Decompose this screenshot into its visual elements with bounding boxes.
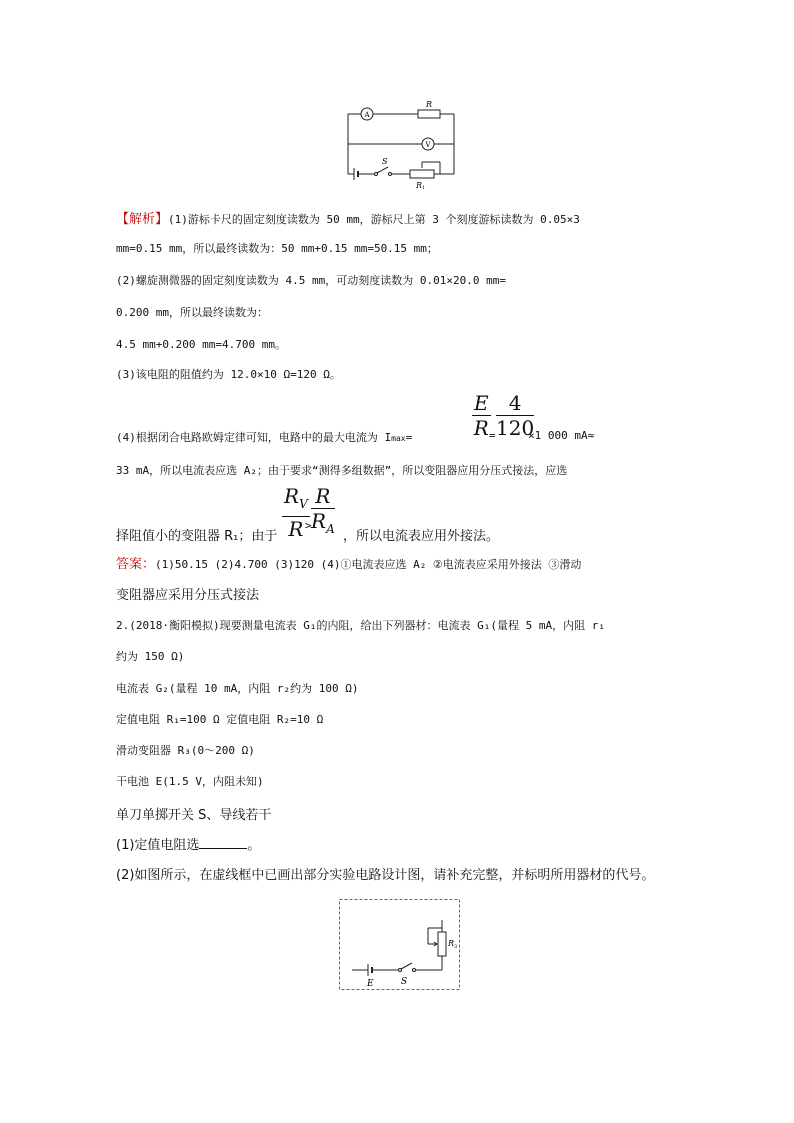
- label-V: V: [425, 141, 431, 149]
- question2-sub-1: (1)定值电阻选 。: [116, 838, 261, 853]
- analysis-line-3: (2)螺旋测微器的固定刻度读数为 4.5 mm，可动刻度读数为 0.01×20.0 mm=: [116, 274, 506, 287]
- answer-line-2: 变阻器应采用分压式接法: [116, 588, 260, 603]
- label-R1: R: [416, 181, 423, 190]
- analysis-line-7: (4)根据闭合电路欧姆定律可知，电路中的最大电流为 Imax=: [116, 431, 413, 444]
- question2-sub-2: (2)如图所示，在虚线框中已画出部分实验电路设计图，请补充完整，并标明所用器材的代号。: [116, 868, 655, 883]
- analysis-line-9-prefix: 择阻值小的变阻器 R₁；由于: [116, 529, 278, 544]
- question2-item-2: 定值电阻 R₁=100 Ω 定值电阻 R₂=10 Ω: [116, 713, 324, 726]
- analysis-line-6: (3)该电阻的阻值约为 12.0×10 Ω=120 Ω。: [116, 368, 341, 381]
- analysis-line-9-suffix: ，所以电流表应用外接法。: [343, 529, 500, 544]
- question2-item-4: 干电池 E(1.5 V，内阻未知): [116, 775, 264, 788]
- fraction-r-over-ra: $\frac{R}{R_A}$: [311, 484, 335, 536]
- analysis-line-4: 0.200 mm，所以最终读数为：: [116, 306, 268, 319]
- label-S: S: [401, 977, 408, 987]
- analysis-line-5: 4.5 mm+0.200 mm=4.700 mm。: [116, 338, 286, 351]
- answer-tag: 答案：: [116, 557, 156, 572]
- eq-sign-2: =: [489, 429, 496, 442]
- circuit-diagram-1: [340, 96, 462, 190]
- analysis-line-2: mm=0.15 mm，所以最终读数为：50 mm+0.15 mm=50.15 mm；: [116, 242, 438, 255]
- fraction-4-over-120: $\frac{4}{120}$: [496, 391, 535, 440]
- label-R3-sub: 3: [454, 944, 458, 950]
- label-E: E: [367, 979, 374, 989]
- answer-blank[interactable]: [199, 836, 247, 849]
- label-R3: R: [448, 939, 455, 948]
- label-R1-sub: 1: [422, 185, 426, 190]
- analysis-tag: 【解析】: [116, 212, 169, 227]
- analysis-line-7-suffix: ×1 000 mA≈: [528, 429, 595, 442]
- question2-line-1: 2.(2018·衡阳模拟)现要测量电流表 G₁的内阻，给出下列器材：电流表 G₁(量程 5 mA，内阻 r₁: [116, 619, 605, 632]
- question2-item-1: 电流表 G₂(量程 10 mA，内阻 r₂约为 100 Ω): [116, 682, 359, 695]
- fraction-rv-over-r: $\frac{R_V}{R}$: [284, 484, 308, 541]
- question2-item-3: 滑动变阻器 R₃(0～200 Ω): [116, 744, 255, 757]
- label-S: S: [382, 157, 388, 166]
- question2-line-2: 约为 150 Ω): [116, 650, 185, 663]
- greater-than: >: [305, 519, 312, 532]
- label-A: A: [364, 111, 370, 119]
- circuit-diagram-2: [338, 898, 462, 992]
- analysis-line-8: 33 mA，所以电流表应选 A₂；由于要求“测得多组数据”，所以变阻器应用分压式接法，应选: [116, 464, 568, 477]
- fraction-e-over-r: $\frac{E}{R}$: [473, 391, 489, 440]
- label-R: R: [425, 100, 433, 109]
- analysis-line-1: 【解析】(1)游标卡尺的固定刻度读数为 50 mm，游标尺上第 3 个刻度游标读数为 0.05×3: [116, 212, 580, 227]
- question2-item-5: 单刀单掷开关 S、导线若干: [116, 808, 272, 823]
- answer-line-1: 答案：(1)50.15 (2)4.700 (3)120 (4)①电流表应选 A₂ ②电流表应采用外接法 ③滑动: [116, 557, 582, 572]
